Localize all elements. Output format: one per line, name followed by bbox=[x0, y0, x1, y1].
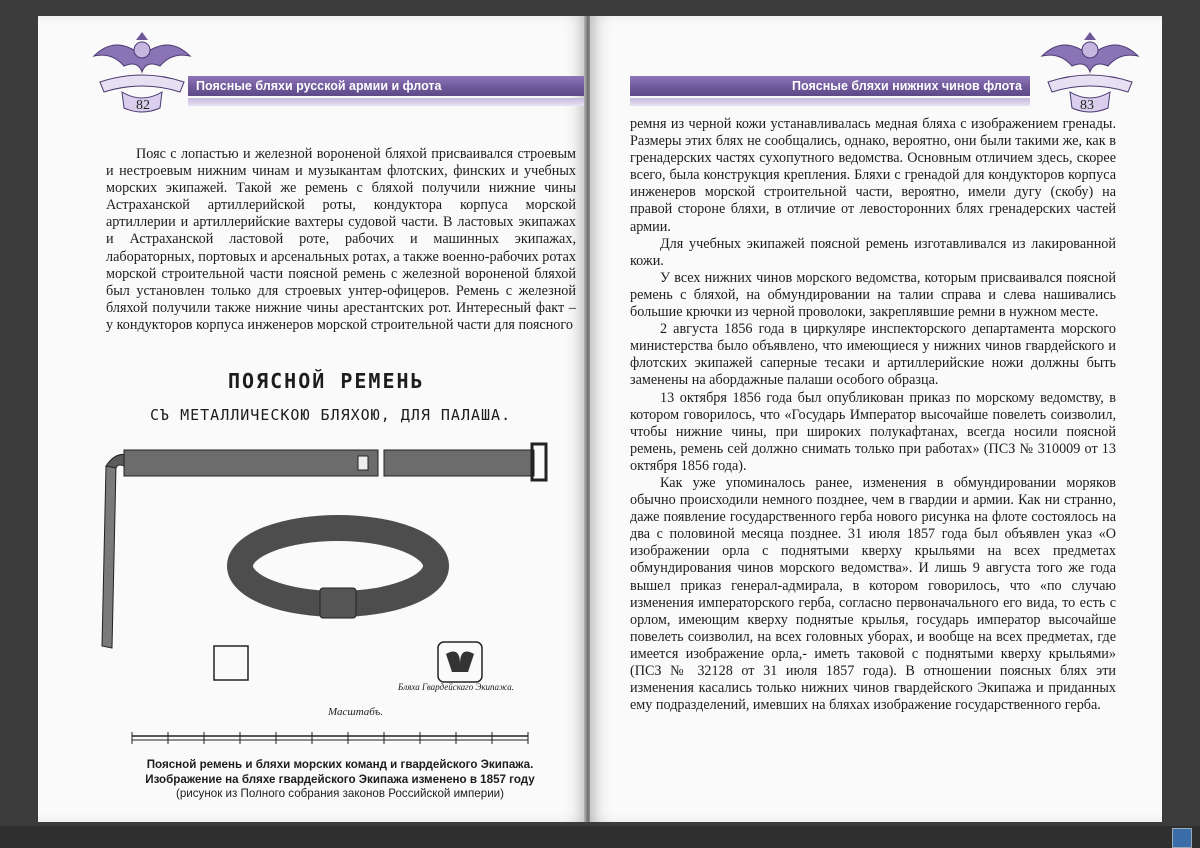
left-page bbox=[38, 16, 586, 822]
page-number: 82 bbox=[136, 98, 150, 113]
scale-label: Масштабъ. bbox=[328, 706, 383, 718]
right-page bbox=[590, 16, 1162, 822]
paragraph: 13 октября 1856 года был опубликован приказ по морскому ведомству, в котором говорилось, что «Государь Император высочайше повелеть соизволил, чтобы нижние чины, при широких полукафтанах, всегда носили поясной ремень, ремень сей должно снимать только при работах» (ПСЗ № 310009 от 13 октября 1856 года). bbox=[630, 389, 1116, 474]
paragraph: Пояс с лопастью и железной вороненой бляхой присваивался строевым и нестроевым нижним чинам и музыкантам флотских, финских и учебных морских экипажей. Такой же ремень с бляхой получили нижние чины Астраханской артиллерийской роты, кондуктора корпуса морской артиллерии и артиллерийские вахтеры судовой части. В ластовых экипажах и Астраханской ластовой роте, рабочих и машинных экипажах, лабораторных, портовых и арсенальных ротах, а также военно-рабочих ротах морской строительной части поясной ремень с железной вороненой бляхой был установлен только для строевых унтер-офицеров. Ремень с железной бляхой получили также нижние чины арестантских рот. Интересный факт – у кондукторов корпуса инженеров морской строительной части для поясного bbox=[106, 146, 576, 333]
running-title: Поясные бляхи русской армии и флота bbox=[188, 76, 586, 96]
body-text bbox=[630, 116, 1116, 714]
plate-subtitle: СЪ МЕТАЛЛИЧЕСКОЮ БЛЯХОЮ, ДЛЯ ПАЛАША. bbox=[150, 406, 512, 424]
running-title: Поясные бляхи нижних чинов флота bbox=[630, 76, 1030, 96]
paragraph: ремня из черной кожи устанавливалась медная бляха с изображением гренады. Размеры этих блях не сообщались, однако, вероятно, они были такими же, как в гренадерских частях сухопутного ведомства. Основным отличием здесь, скорее всего, была конструкция крепления. Бляхи с гренадой для кондукторов корпуса инженеров морской строительной части, вероятно, имели дугу (скобу) на правой стороне бляхи, в отличие от левосторонних блях гренадерских частей армии. bbox=[630, 116, 1116, 235]
page-number: 83 bbox=[1080, 98, 1094, 113]
body-text bbox=[106, 146, 576, 334]
figure-caption bbox=[130, 758, 550, 802]
app-logo-icon bbox=[1172, 828, 1192, 848]
caption-line: Поясной ремень и бляхи морских команд и гвардейского Экипажа. bbox=[146, 758, 534, 771]
paragraph: У всех нижних чинов морского ведомства, которым присваивался поясной ремень с бляхой, на обмундировании на талии справа и слева нашивались большие крючки из черной проволоки, закреплявшие ремни в нужном месте. bbox=[630, 269, 1116, 321]
scan-footer bbox=[0, 826, 1200, 848]
scale-ruler bbox=[132, 732, 528, 744]
paragraph: Как уже упоминалось ранее, изменения в обмундировании моряков обычно происходили немного позднее, чем в гвардии и армии. Как ни странно, даже появление государственного герба нового рисунка на флоте состоялось на два с половиной месяца позднее. 31 июля 1857 года был объявлен указ «О изображении орла с поднятыми кверху крыльями на всех предметах обмундирования чинов морского ведомства». И лишь 9 августа того же года вышел приказ генерал-адмирала, в котором говорилось, что «по случаю изменения императорского герба, согласно первоначального его вида, то есть с орлом, имеющим кверху поднятые крылья, государь император высочайше повелеть соизволил, на всех головных уборах, и вообще на всех предметах, где имеется изображение орла,- иметь таковой с поднятыми кверху крыльями» (ПСЗ № 32128 от 31 июля 1857 года). В отношении поясных блях эти изменения касались только нижних чинов гвардейского Экипажа и приданных ему подразделений, имевших на бляхах изображение государственного герба. bbox=[630, 474, 1116, 714]
paragraph: Для учебных экипажей поясной ремень изготавливался из лакированной кожи. bbox=[630, 235, 1116, 269]
plate-title: ПОЯСНОЙ РЕМЕНЬ bbox=[228, 369, 425, 393]
caption-line: (рисунок из Полного собрания законов Российской империи) bbox=[175, 787, 505, 800]
badge-label: Бляха Гвардейскаго Экипажа. bbox=[398, 682, 515, 692]
header-rule bbox=[630, 98, 1030, 106]
guard-badge-icon bbox=[438, 642, 482, 682]
header-rule bbox=[188, 98, 586, 106]
paragraph: 2 августа 1856 года в циркуляре инспекторского департамента морского министерства было объявлено, что имеющиеся у нижних чинов гвардейского и флотских экипажей саперные тесаки и артиллерийские ножи должны быть заменены на абордажные палаши особого образца. bbox=[630, 321, 1116, 389]
caption-line: Изображение на бляхе гвардейского Экипажа изменено в 1857 году bbox=[145, 772, 535, 786]
